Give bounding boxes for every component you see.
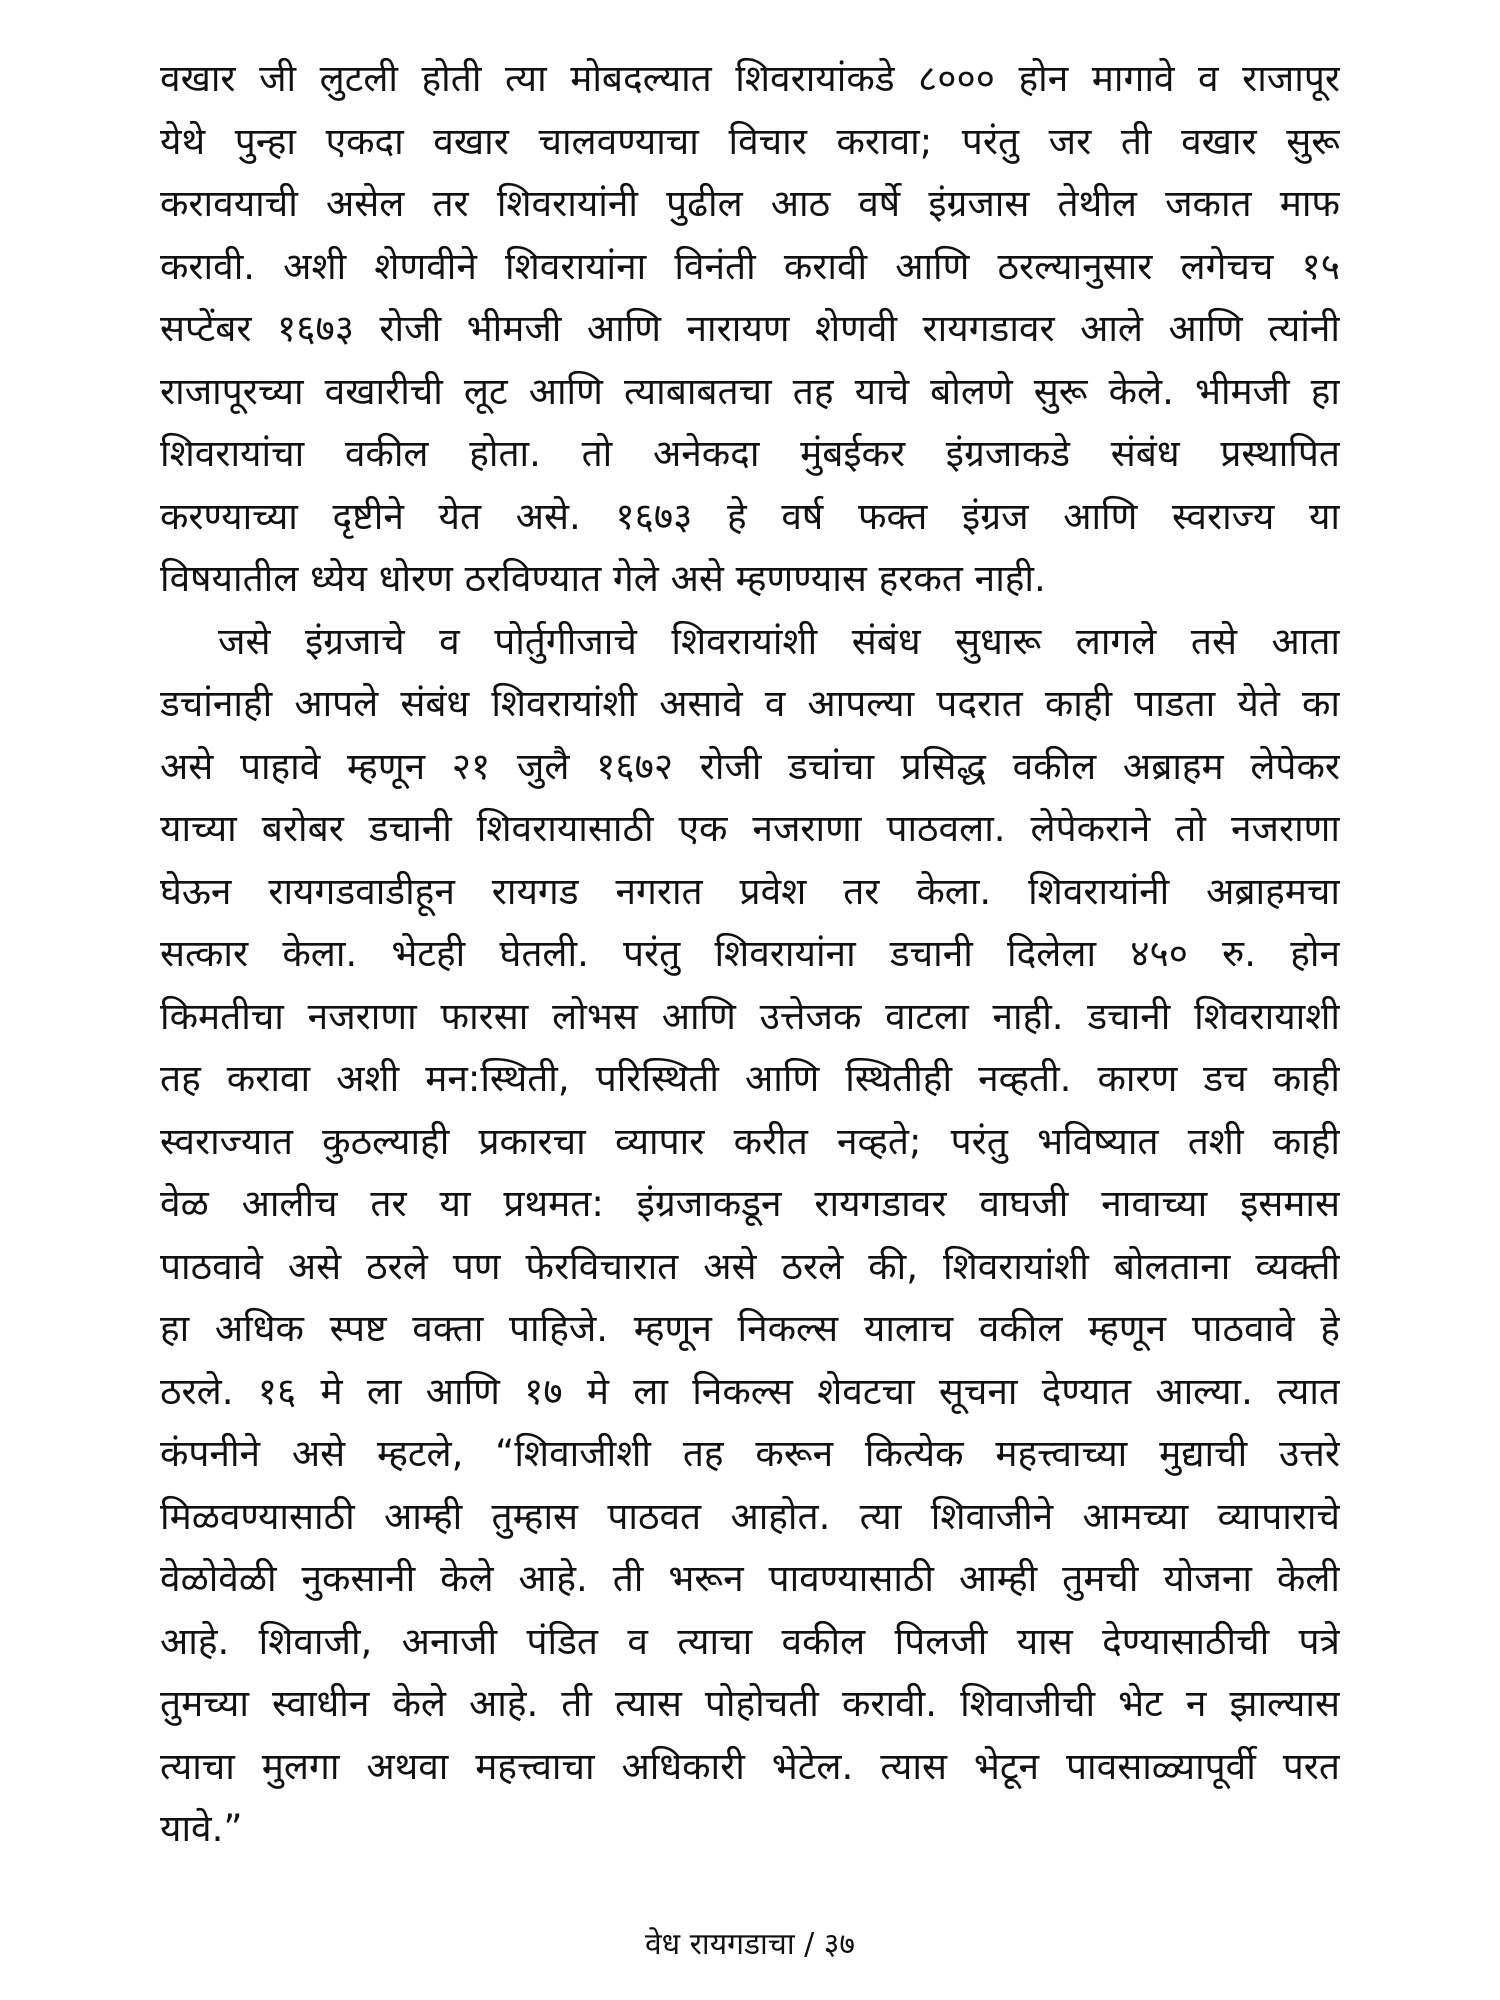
text-line: तुमच्या स्वाधीन केले आहे. ती त्यास पोहोचती करावी. शिवाजीची भेट न झाल्यास (160, 1682, 1340, 1725)
text-line: येथे पुन्हा एकदा वखार चालवण्याचा विचार करावा; परंतु जर ती वखार सुरू (160, 119, 1340, 163)
text-line: पाठवावे असे ठरले पण फेरविचारात असे ठरले की, शिवरायांशी बोलताना व्यक्ती (160, 1244, 1340, 1288)
text-line: ठरले. १६ मे ला आणि १७ मे ला निकल्स शेवटचा सूचना देण्यात आल्या. त्यात (160, 1369, 1340, 1413)
text-line: शिवरायांचा वकील होता. तो अनेकदा मुंबईकर इंग्रजाकडे संबंध प्रस्थापित (160, 432, 1340, 475)
text-line: वखार जी लुटली होती त्या मोबदल्यात शिवरायांकडे ८००० होन मागावे व राजापूर (160, 57, 1340, 100)
text-line: किमतीचा नजराणा फारसा लोभस आणि उत्तेजक वाटला नाही. डचानी शिवरायाशी (160, 994, 1340, 1038)
paragraph-1 (160, 48, 1340, 611)
text-line: सप्टेंबर १६७३ रोजी भीमजी आणि नारायण शेणवी रायगडावर आले आणि त्यांनी (160, 307, 1340, 350)
text-line: करण्याच्या दृष्टीने येत असे. १६७३ हे वर्ष फक्त इंग्रज आणि स्वराज्य या (160, 494, 1340, 538)
text-line: घेऊन रायगडवाडीहून रायगड नगरात प्रवेश तर केला. शिवरायांनी अब्राहमचा (160, 869, 1340, 913)
text-line: मिळवण्यासाठी आम्ही तुम्हास पाठवत आहोत. त्या शिवाजीने आमच्या व्यापाराचे (160, 1494, 1340, 1538)
text-line: कंपनीने असे म्हटले, “शिवाजीशी तह करून कित्येक महत्त्वाच्या मुद्याची उत्तरे (160, 1432, 1340, 1475)
text-line: करावयाची असेल तर शिवरायांनी पुढील आठ वर्षे इंग्रजास तेथील जकात माफ (160, 182, 1340, 225)
paragraph-2 (160, 611, 1340, 1861)
text-line: डचांनाही आपले संबंध शिवरायांशी असावे व आपल्या पदरात काही पाडता येते का (160, 682, 1340, 725)
text-line: विषयातील ध्येय धोरण ठरविण्यात गेले असे म्हणण्यास हरकत नाही. (160, 557, 1046, 600)
text-line: त्याचा मुलगा अथवा महत्त्वाचा अधिकारी भेटेल. त्यास भेटून पावसाळ्यापूर्वी परत (160, 1744, 1340, 1788)
text-line: राजापूरच्या वखारीची लूट आणि त्याबाबतचा तह याचे बोलणे सुरू केले. भीमजी हा (160, 369, 1340, 413)
text-line: आहे. शिवाजी, अनाजी पंडित व त्याचा वकील पिलजी यास देण्यासाठीची पत्रे (160, 1619, 1340, 1663)
text-line: वेळोवेळी नुकसानी केले आहे. ती भरून पावण्यासाठी आम्ही तुमची योजना केली (160, 1557, 1340, 1600)
text-line: वेळ आलीच तर या प्रथमत: इंग्रजाकडून रायगडावर वाघजी नावाच्या इसमास (160, 1182, 1340, 1225)
page-footer: वेध रायगडाचा / ३७ (644, 1927, 856, 1962)
text-line: असे पाहावे म्हणून २१ जुलै १६७२ रोजी डचांचा प्रसिद्ध वकील अब्राहम लेपेकर (160, 744, 1340, 788)
body-text (160, 48, 1340, 1861)
text-line: तह करावा अशी मन:स्थिती, परिस्थिती आणि स्थितीही नव्हती. कारण डच काही (160, 1057, 1340, 1100)
text-line: सत्कार केला. भेटही घेतली. परंतु शिवरायांना डचानी दिलेला ४५० रु. होन (160, 932, 1340, 975)
text-line: यावे.” (160, 1807, 243, 1850)
text-line: हा अधिक स्पष्ट वक्ता पाहिजे. म्हणून निकल्स यालाच वकील म्हणून पाठवावे हे (160, 1307, 1340, 1350)
text-line: जसे इंग्रजाचे व पोर्तुगीजाचे शिवरायांशी संबंध सुधारू लागले तसे आता (218, 619, 1340, 663)
text-line: स्वराज्यात कुठल्याही प्रकारचा व्यापार करीत नव्हते; परंतु भविष्यात तशी काही (160, 1119, 1340, 1163)
text-line: याच्या बरोबर डचानी शिवरायासाठी एक नजराणा पाठवला. लेपेकराने तो नजराणा (160, 807, 1340, 850)
text-line: करावी. अशी शेणवीने शिवरायांना विनंती करावी आणि ठरल्यानुसार लगेचच १५ (160, 244, 1340, 288)
